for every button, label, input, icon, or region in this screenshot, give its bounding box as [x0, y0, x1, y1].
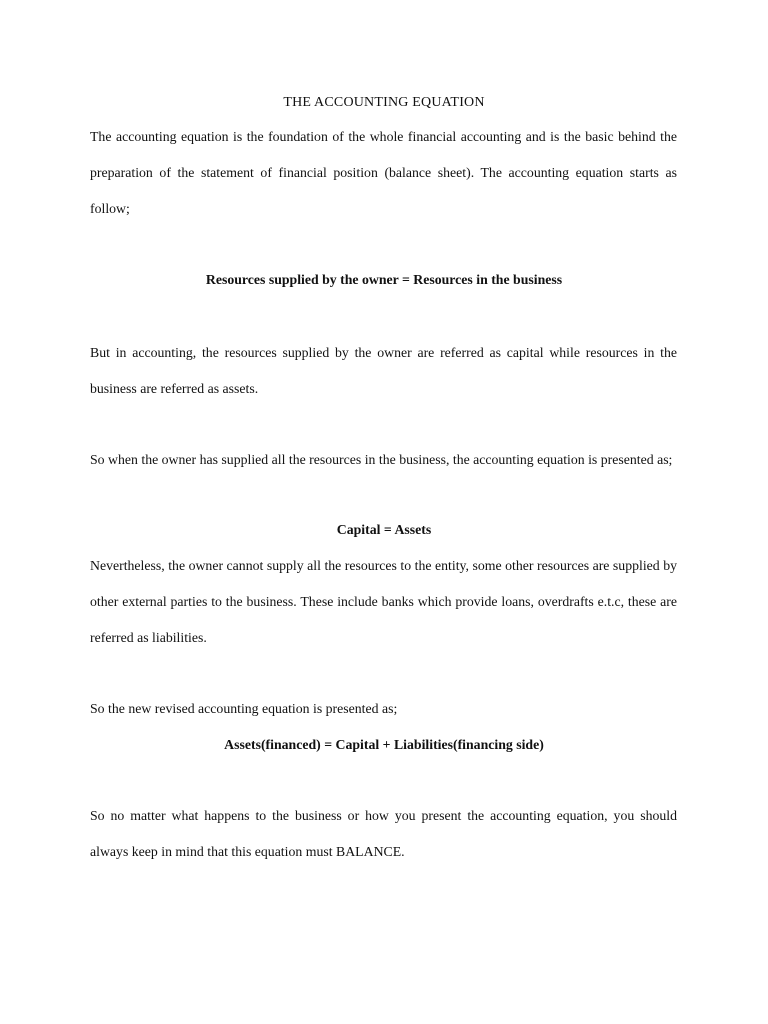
revised-equation-intro: So the new revised accounting equation is presented as; [90, 701, 398, 716]
equation-capital-assets: Capital = Assets [336, 522, 432, 537]
equation-resources: Resources supplied by the owner = Resources in the business [205, 272, 563, 287]
capital-assets-paragraph: But in accounting, the resources supplied by the owner are referred as capital while resources in the business are referred as assets. [90, 345, 677, 396]
balance-paragraph: So no matter what happens to the business or how you present the accounting equation, you should always keep in mind that this equation must BALANCE. [90, 808, 677, 859]
liabilities-paragraph: Nevertheless, the owner cannot supply all the resources to the entity, some other resources are supplied by other external parties to the business. These include banks which provide loans, overdrafts e.t.c, these are referred as liabilities. [90, 558, 677, 645]
document-title: THE ACCOUNTING EQUATION [283, 95, 485, 110]
intro-paragraph: The accounting equation is the foundation of the whole financial accounting and is the basic behind the preparation of the statement of financial position (balance sheet). The accounting equation starts as follow; [90, 129, 677, 216]
owner-supplied-paragraph: So when the owner has supplied all the resources in the business, the accounting equation is presented as; [90, 452, 673, 467]
equation-revised: Assets(financed) = Capital + Liabilities(financing side) [224, 737, 544, 752]
